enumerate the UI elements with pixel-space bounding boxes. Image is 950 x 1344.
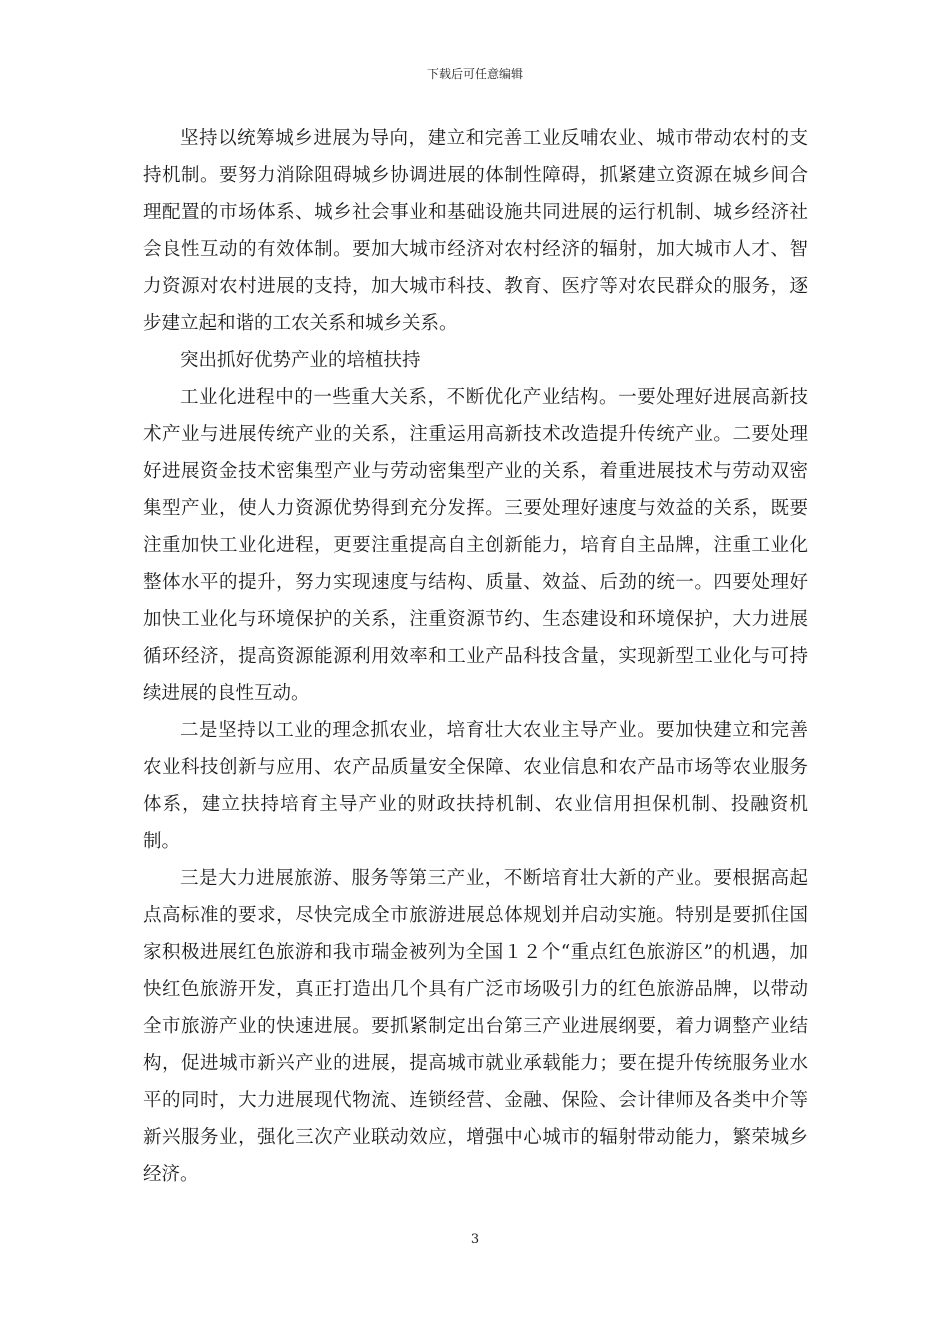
paragraph-tourism-services: 三是大力进展旅游、服务等第三产业，不断培育壮大新的产业。要根据高起点高标准的要求，尽快完成全市旅游进展总体规划并启动实施。特别是要抓住国家积极进展红色旅游和我市瑞金被列为全国１２个“重点红色旅游区”的机遇，加快红色旅游开发，真正打造出几个具有广泛市场吸引力的红色旅游品牌，以带动全市旅游产业的快速进展。要抓紧制定出台第三产业进展纲要，着力调整产业结构，促进城市新兴产业的进展，提高城市就业承载能力；要在提升传统服务业水平的同时，大力进展现代物流、连锁经营、金融、保险、会计律师及各类中介等新兴服务业，强化三次产业联动效应，增强中心城市的辐射带动能力，繁荣城乡经济。 xyxy=(143,868,808,1185)
page-header: 下载后可任意编辑 xyxy=(426,67,523,81)
paragraph-agriculture: 二是坚持以工业的理念抓农业，培育壮大农业主导产业。要加快建立和完善农业科技创新与应用、农产品质量安全保障、农业信息和农产品市场等农业服务体系，建立扶持培育主导产业的财政扶持机制、农业信用担保机制、投融资机制。 xyxy=(143,720,808,852)
paragraph-urban-rural: 坚持以统筹城乡进展为导向，建立和完善工业反哺农业、城市带动农村的支持机制。要努力消除阻碍城乡协调进展的体制性障碍，抓紧建立资源在城乡间合理配置的市场体系、城乡社会事业和基础设施共同进展的运行机制、城乡经济社会良性互动的有效体制。要加大城市经济对农村经济的辐射，加大城市人才、智力资源对农村进展的支持，加大城市科技、教育、医疗等对农民群众的服务，逐步建立起和谐的工农关系和城乡关系。 xyxy=(143,128,808,334)
page-number: 3 xyxy=(470,1232,480,1247)
document-body xyxy=(143,120,808,1193)
section-heading: 突出抓好优势产业的培植扶持 xyxy=(180,350,421,371)
paragraph-industrialization: 工业化进程中的一些重大关系，不断优化产业结构。一要处理好进展高新技术产业与进展传统产业的关系，注重运用高新技术改造提升传统产业。二要处理好进展资金技术密集型产业与劳动密集型产业的关系，着重进展技术与劳动双密集型产业，使人力资源优势得到充分发挥。三要处理好速度与效益的关系，既要注重加快工业化进程，更要注重提高自主创新能力，培育自主品牌，注重工业化整体水平的提升，努力实现速度与结构、质量、效益、后劲的统一。四要处理好加快工业化与环境保护的关系，注重资源节约、生态建设和环境保护，大力进展循环经济，提高资源能源利用效率和工业产品科技含量，实现新型工业化与可持续进展的良性互动。 xyxy=(143,387,808,704)
